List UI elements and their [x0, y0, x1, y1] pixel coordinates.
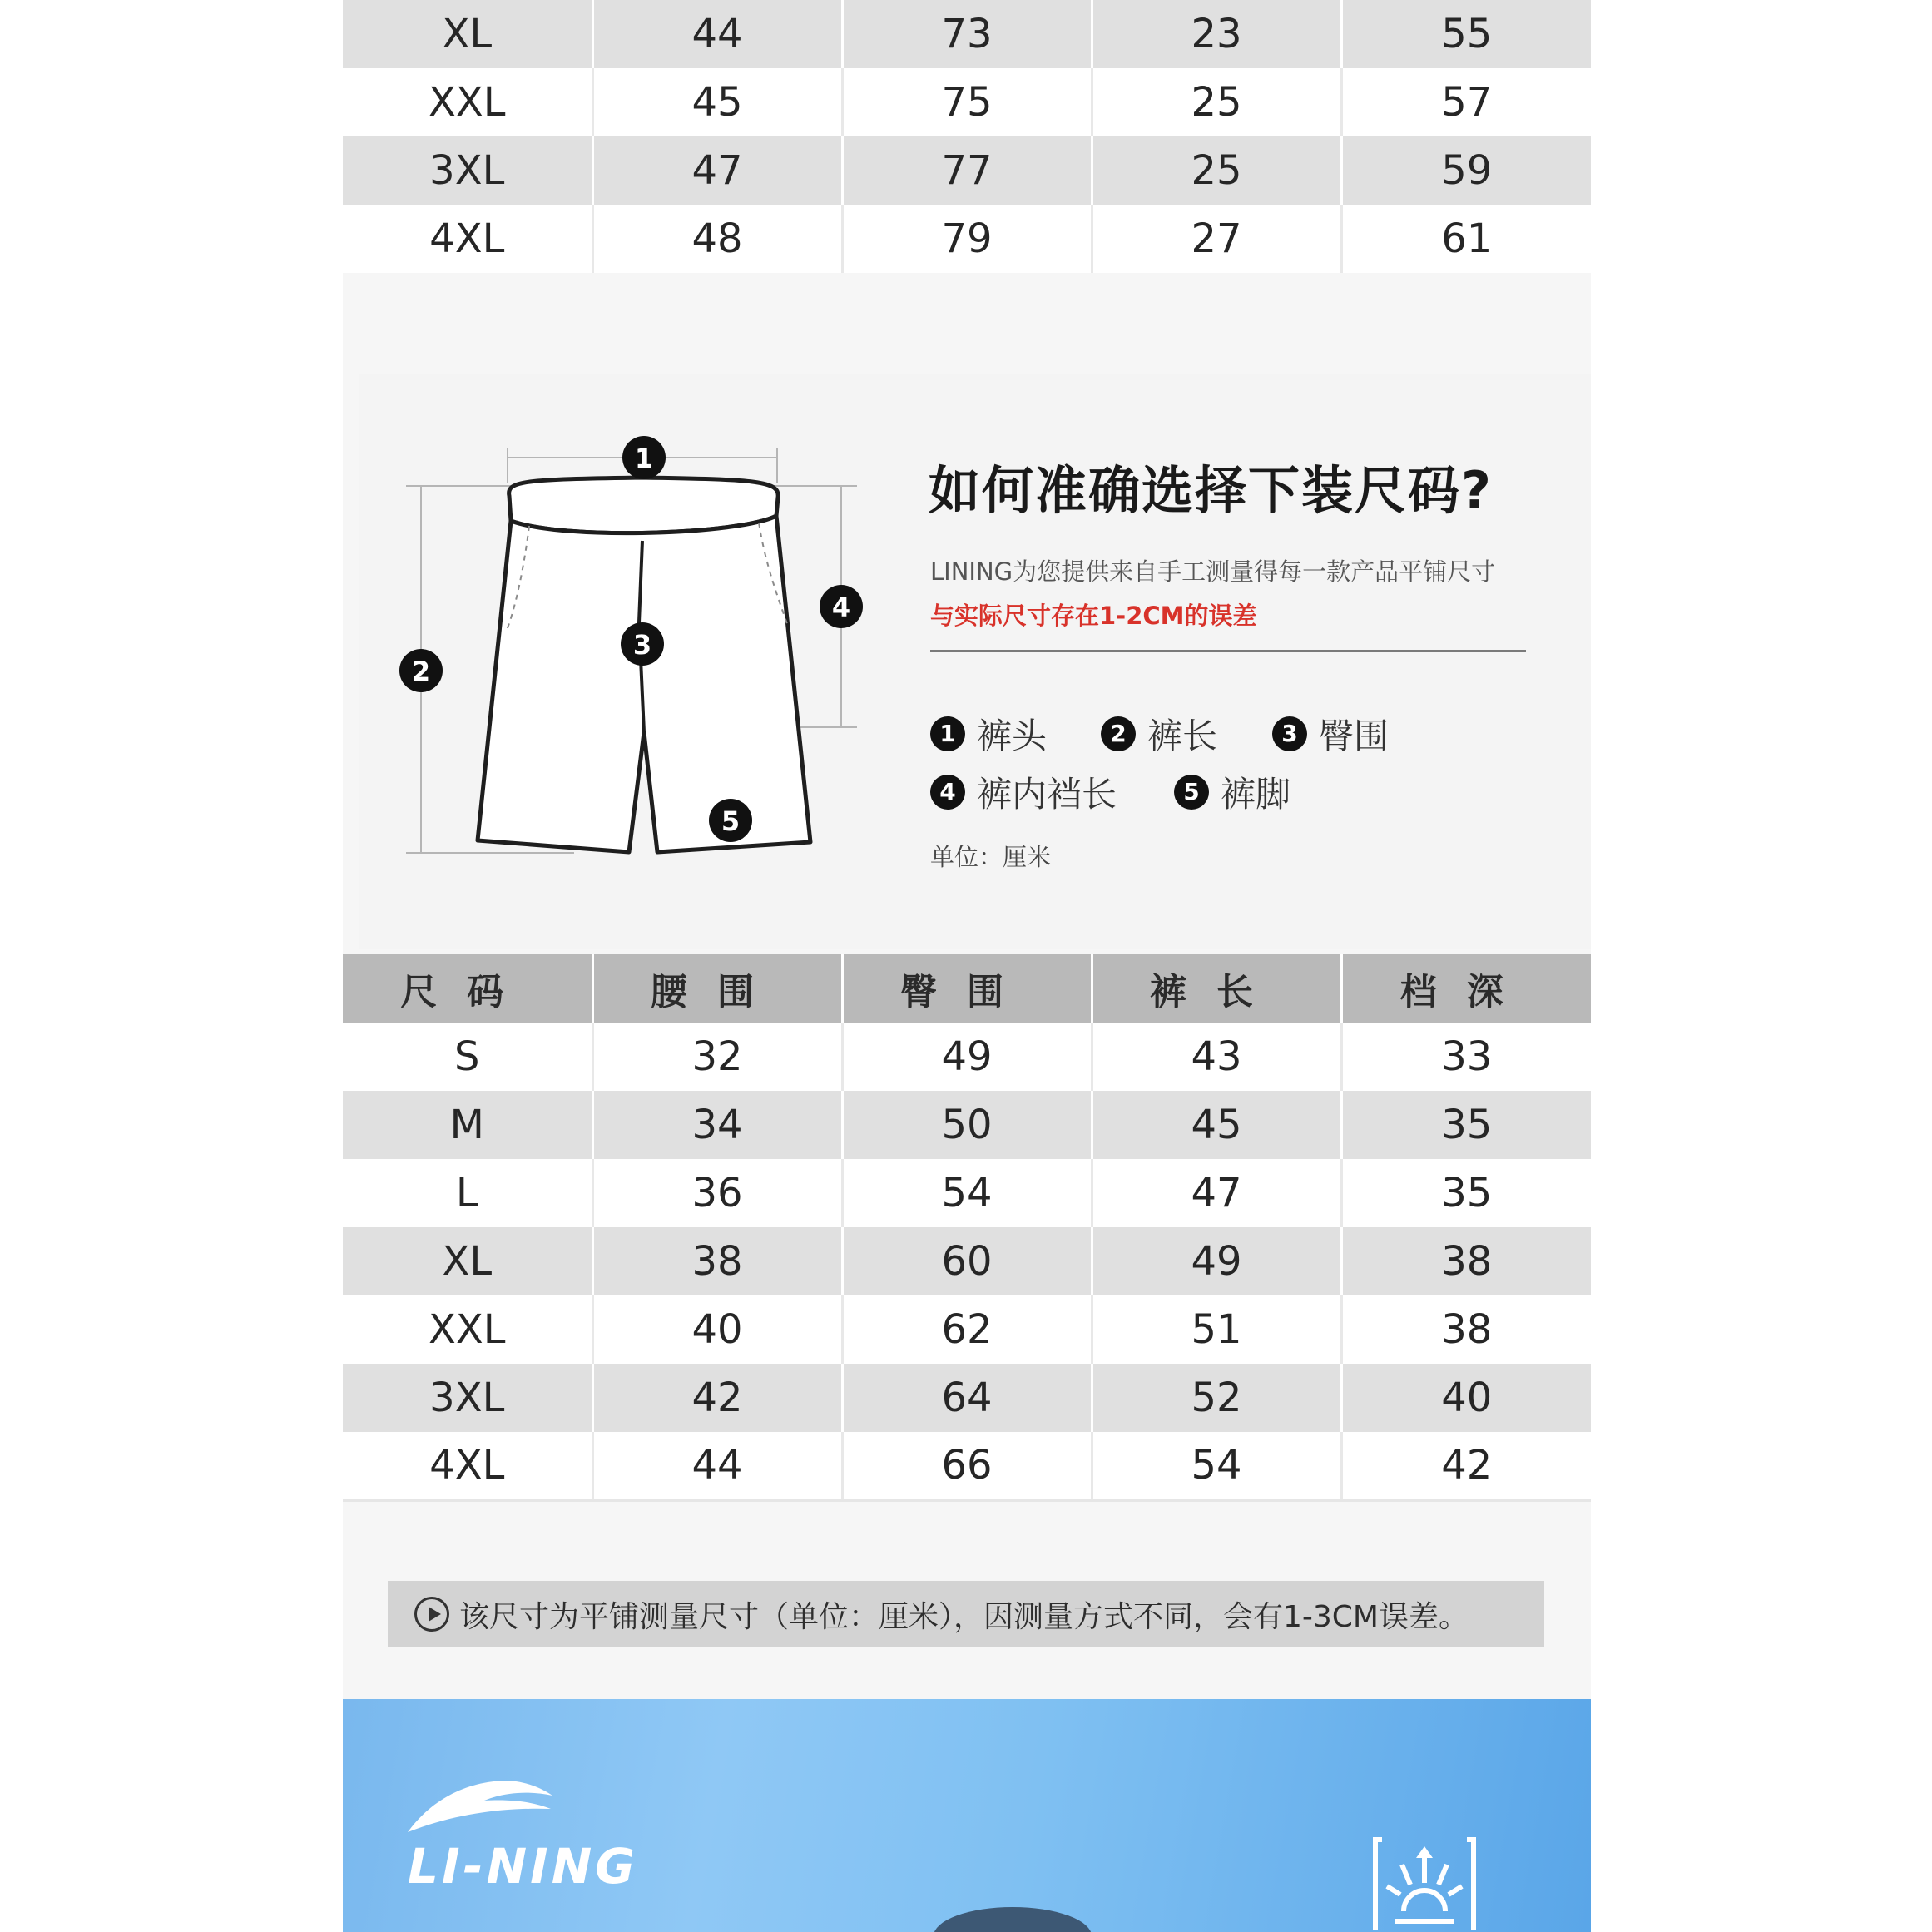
table-header: 腰围 [592, 954, 842, 1023]
marker-4-label: 4 [831, 592, 851, 623]
guide-warning: 与实际尺寸存在1-2CM的误差 [930, 602, 1257, 630]
table-row [343, 0, 1591, 68]
table-cell: 49 [842, 1023, 1092, 1091]
li-ning-logo-icon [404, 1777, 554, 1835]
table-cell: XXL [343, 68, 592, 136]
table-cell: 44 [592, 0, 842, 68]
table-cell: S [343, 1023, 592, 1091]
legend-number: 5 [1174, 775, 1209, 810]
table-cell: 4XL [343, 205, 592, 273]
table-cell: 64 [842, 1364, 1092, 1432]
table-cell: 45 [1092, 1091, 1341, 1159]
legend-item [1272, 709, 1389, 759]
guide-heading: 如何准确选择下装尺码? [929, 460, 1493, 521]
marker-4 [820, 585, 863, 628]
table-cell: 55 [1341, 0, 1591, 68]
table-cell: 36 [592, 1159, 842, 1227]
table-cell: 51 [1092, 1295, 1341, 1364]
marker-2 [399, 649, 443, 692]
table-row [343, 205, 1591, 273]
table-cell: 59 [1341, 136, 1591, 205]
unit-label: 单位：厘米 [930, 843, 1052, 871]
table-cell: 38 [1341, 1227, 1591, 1295]
table-cell: 48 [592, 205, 842, 273]
table-row [343, 1432, 1591, 1500]
table-cell: 45 [592, 68, 842, 136]
table-cell: 25 [1092, 136, 1341, 205]
table-cell: 35 [1341, 1091, 1591, 1159]
legend-item [1174, 767, 1290, 817]
table-cell: 38 [592, 1227, 842, 1295]
table-cell: 32 [592, 1023, 842, 1091]
divider [930, 650, 1526, 652]
table-cell: 40 [592, 1295, 842, 1364]
legend-label: 裤脚 [1221, 774, 1291, 815]
legend-label: 裤内裆长 [977, 774, 1117, 815]
table-cell: 79 [842, 205, 1092, 273]
table-cell: 49 [1092, 1227, 1341, 1295]
table-header: 裤长 [1092, 954, 1341, 1023]
guide-description: LINING为您提供来自手工测量得每一款产品平铺尺寸 [930, 557, 1496, 586]
shorts-diagram [391, 424, 874, 882]
table-cell: XL [343, 1227, 592, 1295]
legend-label: 裤头 [977, 716, 1048, 756]
sunrise-badge-icon [1370, 1835, 1479, 1932]
table-cell: 75 [842, 68, 1092, 136]
table-header: 档深 [1341, 954, 1591, 1023]
brand-name: LI-NING [408, 1838, 638, 1895]
model-figure [934, 1907, 1092, 1932]
table-cell: 38 [1341, 1295, 1591, 1364]
table-cell: 47 [1092, 1159, 1341, 1227]
legend-label: 臀围 [1319, 716, 1390, 756]
table-cell: 61 [1341, 205, 1591, 273]
marker-5-label: 5 [721, 805, 741, 837]
table-cell: 57 [1341, 68, 1591, 136]
table-cell: 66 [842, 1432, 1092, 1500]
size-table [343, 954, 1591, 1502]
table-cell: L [343, 1159, 592, 1227]
table-cell: 73 [842, 0, 1092, 68]
table-cell: 77 [842, 136, 1092, 205]
table-cell: 23 [1092, 0, 1341, 68]
legend-number: 4 [930, 775, 965, 810]
table-cell: 4XL [343, 1432, 592, 1500]
table-cell: 47 [592, 136, 842, 205]
table-cell: 62 [842, 1295, 1092, 1364]
marker-3-label: 3 [632, 629, 652, 661]
measurement-note [388, 1581, 1544, 1647]
table-header: 臀围 [842, 954, 1092, 1023]
table-cell: XL [343, 0, 592, 68]
table-cell: 40 [1341, 1364, 1591, 1432]
table-cell: 3XL [343, 136, 592, 205]
legend-number: 1 [930, 716, 965, 751]
table-cell: 25 [1092, 68, 1341, 136]
table-cell: 52 [1092, 1364, 1341, 1432]
table-cell: M [343, 1091, 592, 1159]
table-cell: XXL [343, 1295, 592, 1364]
table-cell: 42 [1341, 1432, 1591, 1500]
table-row [343, 1295, 1591, 1364]
table-cell: 27 [1092, 205, 1341, 273]
table-row [343, 1159, 1591, 1227]
marker-2-label: 2 [411, 656, 431, 687]
table-cell: 35 [1341, 1159, 1591, 1227]
table-row [343, 136, 1591, 205]
table-row [343, 1227, 1591, 1295]
brand-banner [343, 1699, 1591, 1932]
legend-item [930, 709, 1047, 759]
legend-item [1101, 709, 1217, 759]
table-row [343, 1091, 1591, 1159]
legend-number: 3 [1272, 716, 1307, 751]
marker-1-label: 1 [634, 443, 654, 474]
legend-item [930, 767, 1117, 817]
marker-3 [621, 622, 664, 666]
legend-label: 裤长 [1147, 716, 1218, 756]
marker-1 [622, 436, 666, 479]
table-header-row [343, 954, 1591, 1023]
table-cell: 33 [1341, 1023, 1591, 1091]
table-cell: 43 [1092, 1023, 1341, 1091]
table-cell: 44 [592, 1432, 842, 1500]
table-cell: 50 [842, 1091, 1092, 1159]
legend-number: 2 [1101, 716, 1136, 751]
table-cell: 42 [592, 1364, 842, 1432]
table-cell: 3XL [343, 1364, 592, 1432]
note-text: 该尺寸为平铺测量尺寸（单位：厘米），因测量方式不同，会有1-3CM误差。 [459, 1599, 1469, 1634]
table-row [343, 1364, 1591, 1432]
play-circle-icon [414, 1597, 449, 1632]
table-header: 尺码 [343, 954, 592, 1023]
table-row [343, 68, 1591, 136]
marker-5 [709, 799, 752, 842]
table-cell: 60 [842, 1227, 1092, 1295]
table-cell: 54 [842, 1159, 1092, 1227]
table-cell: 54 [1092, 1432, 1341, 1500]
table-row [343, 1023, 1591, 1091]
table-cell: 34 [592, 1091, 842, 1159]
top-size-table [343, 0, 1591, 273]
